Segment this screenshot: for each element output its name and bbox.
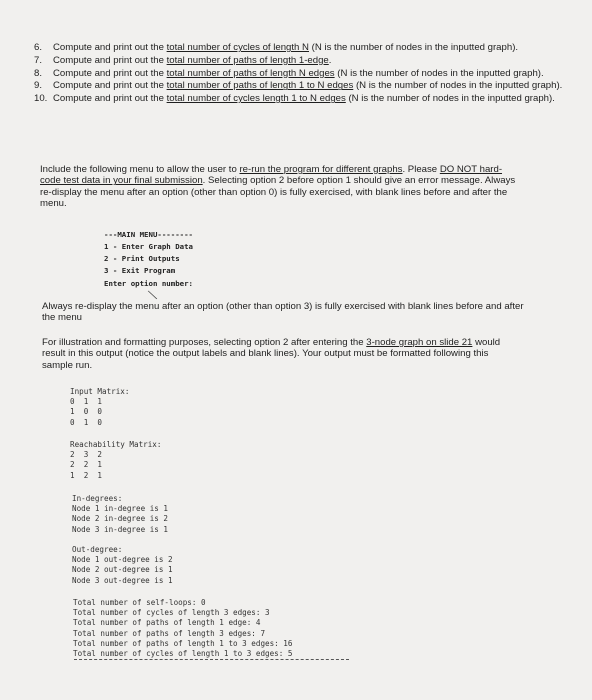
- output-title: Out-degree:: [72, 545, 123, 554]
- menu-prompt: Enter option number:: [104, 279, 193, 288]
- list-item: [34, 42, 564, 53]
- para3-text-a: For illustration and formatting purposes, selecting option 2 after entering the: [42, 337, 367, 348]
- item-text-post: (N is the number of nodes in the inputted graph).: [345, 93, 555, 105]
- output-line: Node 1 in-degree is 1: [72, 504, 169, 514]
- item-text: [53, 93, 564, 104]
- item-underlined: total number of paths of length N edges: [166, 67, 335, 79]
- matrix-row: 1 0 0: [70, 407, 103, 417]
- item-text-pre: Compute and print out the: [53, 54, 167, 66]
- menu-header: ---MAIN MENU--------: [104, 230, 193, 239]
- item-underlined: total number of paths of length 1-edge: [166, 54, 329, 66]
- dashed-divider: [74, 659, 349, 660]
- para1-text-a: Include the following menu to allow the user to: [40, 164, 240, 175]
- output-line: Total number of cycles of length 1 to 3 edges: 5: [73, 649, 293, 659]
- item-text-post: (N is the number of nodes in the inputted graph).: [334, 67, 544, 79]
- menu-option-2: 2 - Print Outputs: [104, 254, 180, 263]
- item-number: 6.: [34, 42, 43, 53]
- item-number: 8.: [34, 67, 43, 79]
- output-line: Total number of paths of length 1 to 3 edges: 16: [73, 638, 293, 648]
- list-item: [34, 80, 564, 91]
- illustration-paragraph: [42, 337, 512, 371]
- output-line: Total number of cycles of length 3 edges: 3: [73, 608, 270, 618]
- item-text-pre: Compute and print out the: [53, 93, 167, 105]
- item-text: [53, 55, 564, 66]
- para1-text-b: . Please: [402, 164, 440, 175]
- list-item: [34, 68, 564, 79]
- input-matrix-output: [70, 387, 129, 428]
- para1-underlined-rerun: re-run the program for different graphs: [239, 164, 403, 175]
- item-text-post: (N is the number of nodes in the inputted graph).: [353, 80, 563, 92]
- matrix-row: 1 2 1: [70, 470, 103, 480]
- output-title: Input Matrix:: [70, 387, 130, 396]
- output-line: Total number of paths of length 1 edge: 4: [73, 618, 261, 628]
- output-line: Node 2 out-degree is 1: [72, 565, 173, 575]
- main-menu-sample: [104, 229, 193, 277]
- item-text-pre: Compute and print out the: [53, 80, 167, 92]
- list-item: [34, 55, 564, 66]
- output-title: Reachability Matrix:: [70, 440, 162, 449]
- item-text: [53, 80, 564, 91]
- output-line: Node 2 in-degree is 2: [72, 514, 169, 524]
- menu-instructions-paragraph: [40, 164, 520, 210]
- item-text-pre: Compute and print out the: [53, 42, 167, 53]
- output-line: Node 3 in-degree is 1: [72, 524, 169, 534]
- item-text-pre: Compute and print out the: [53, 67, 167, 79]
- item-underlined: total number of paths of length 1 to N edges: [166, 80, 354, 92]
- item-number: 10.: [34, 93, 48, 105]
- output-title: In-degrees:: [72, 494, 123, 503]
- item-underlined: total number of cycles of length N: [166, 42, 309, 53]
- para3-underlined-slide: 3-node graph on slide 21: [366, 337, 473, 348]
- output-line: Total number of self-loops: 0: [73, 598, 206, 607]
- para1-text-c: . Selecting option 2 before option 1 should give an error message. Always re-display the menu after an option (other than option 0) is fully exercised, with blank lines before and after the menu.: [40, 175, 516, 210]
- matrix-row: 0 1 0: [70, 417, 103, 427]
- item-underlined: total number of cycles length 1 to N edges: [166, 93, 346, 105]
- output-line: Node 1 out-degree is 2: [72, 555, 173, 565]
- menu-option-1: 1 - Enter Graph Data: [104, 242, 193, 251]
- output-line: Total number of paths of length 3 edges: 7: [73, 628, 266, 638]
- in-degrees-output: [72, 494, 168, 535]
- para1-underlined-hardcode: DO NOT hard-code test data in your final submission: [40, 164, 503, 187]
- item-text-post: (N is the number of nodes in the inputted graph).: [309, 42, 519, 53]
- matrix-row: 2 2 1: [70, 460, 103, 470]
- requirements-list: [34, 42, 564, 106]
- out-degrees-output: [72, 545, 173, 586]
- item-number: 9.: [34, 80, 43, 92]
- matrix-row: 0 1 1: [70, 397, 103, 407]
- totals-output: [73, 598, 292, 659]
- mouse-cursor-icon: ╲: [148, 289, 157, 301]
- output-line: Node 3 out-degree is 1: [72, 575, 173, 585]
- item-text: [53, 42, 564, 53]
- reachability-matrix-output: [70, 440, 161, 481]
- list-item: [34, 93, 564, 104]
- matrix-row: 2 3 2: [70, 450, 103, 460]
- redisplay-paragraph: Always re-display the menu after an option (other than option 3) is fully exercised with blank lines before and after the menu: [42, 301, 524, 324]
- menu-option-3: 3 - Exit Program: [104, 266, 176, 275]
- para3-text-b: would result in this output (notice the output labels and blank lines). Your output must be formatted following this sample run.: [42, 337, 501, 371]
- item-text: [53, 68, 564, 79]
- item-text-post: .: [328, 54, 332, 66]
- item-number: 7.: [34, 54, 43, 66]
